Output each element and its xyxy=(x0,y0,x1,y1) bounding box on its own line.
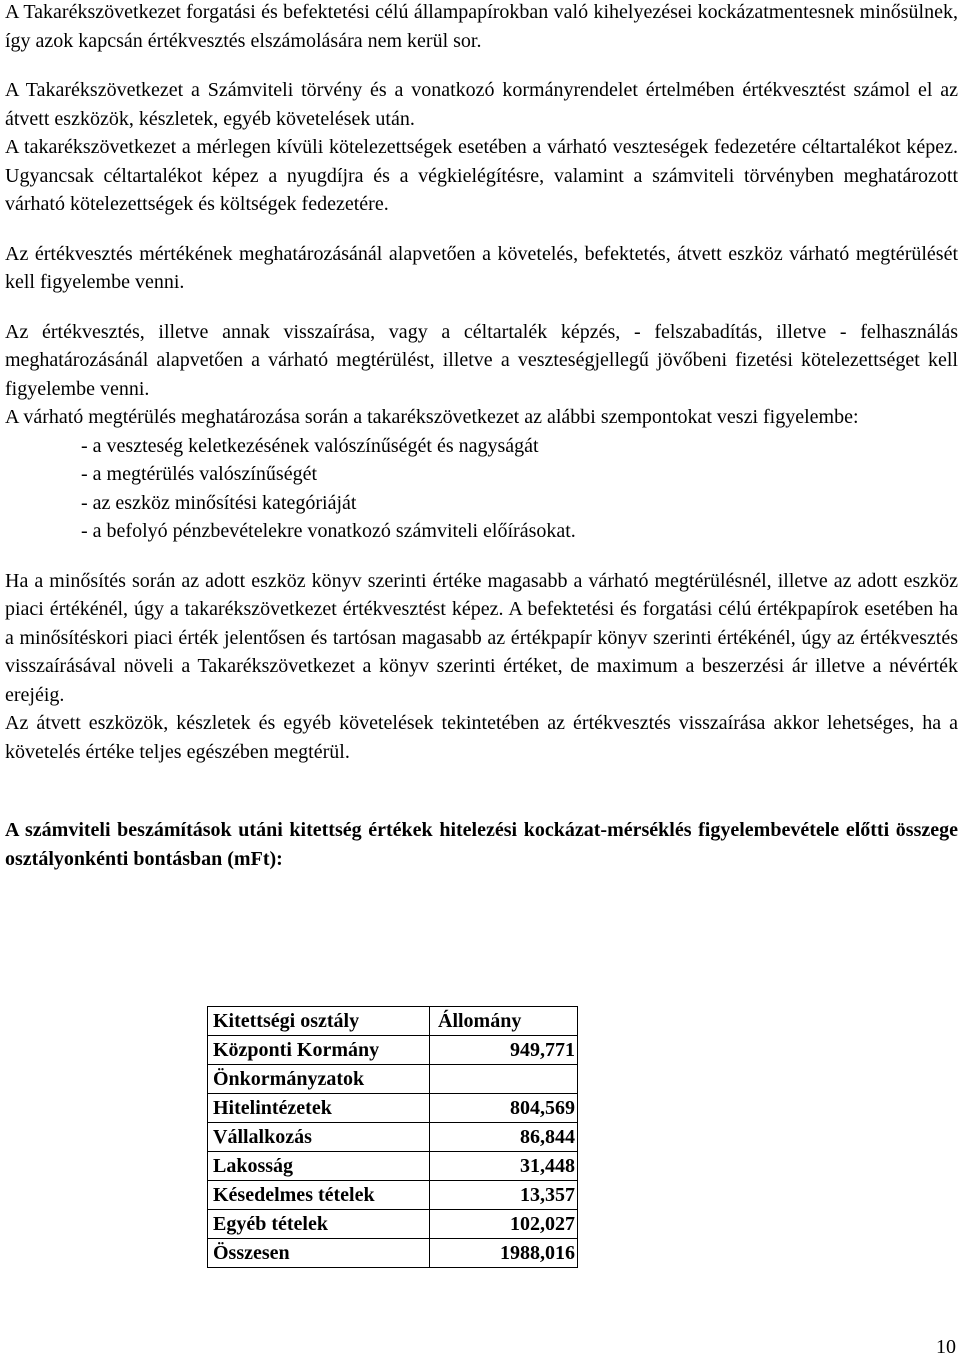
paragraph-classification: Ha a minősítés során az adott eszköz könyv szerinti értéke magasabb a várható megtérülésnél, illetve az adott eszköz piaci értékénél, úgy a takarékszövetkezet értékvesztést képez. A befektetési és forgatási célú értékpapírok esetében ha a minősítéskori piaci érték jelentősen és tartósan magasabb az értékpapír könyv szerinti értékénél, úgy az értékvesztés visszaírásával növeli a Takarékszövetkezet a könyv szerinti értéket, de maximum a beszerzési ár illetve a névérték erejéig. xyxy=(5,569,958,706)
table-row xyxy=(208,1152,578,1181)
table-row xyxy=(208,1239,578,1268)
header-cell-class: Kitettségi osztály xyxy=(208,1007,430,1036)
list-item: - a veszteség keletkezésének valószínűségét és nagyságát xyxy=(81,434,539,457)
row-value: 804,569 xyxy=(430,1094,578,1123)
row-value: 13,357 xyxy=(430,1181,578,1210)
page-number: 10 xyxy=(936,1336,956,1358)
table-row xyxy=(208,1123,578,1152)
section-heading: A számviteli beszámítások utáni kitettség értékek hitelezési kockázat-mérséklés figyelembevétele előtti összege osztályonkénti bontásban (mFt): xyxy=(5,819,958,870)
paragraph-recovery-criteria: A várható megtérülés meghatározása során a takarékszövetkezet az alábbi szempontokat veszi figyelembe: xyxy=(5,406,859,428)
row-name: Késedelmes tételek xyxy=(208,1181,430,1210)
table-row xyxy=(208,1065,578,1094)
table-header-row xyxy=(208,1007,578,1036)
row-name: Hitelintézetek xyxy=(208,1094,430,1123)
table-row xyxy=(208,1181,578,1210)
row-value: 949,771 xyxy=(430,1036,578,1065)
paragraph-state-securities: A Takarékszövetkezet forgatási és befektetési célú állampapírokban való kihelyezései kockázatmentesnek minősülnek, így azok kapcsán értékvesztés elszámolására nem kerül sor. xyxy=(5,1,958,52)
row-name: Vállalkozás xyxy=(208,1123,430,1152)
row-value: 86,844 xyxy=(430,1123,578,1152)
paragraph-impairment-basis: A Takarékszövetkezet a Számviteli törvény és a vonatkozó kormányrendelet értelmében értékvesztést számol el az átvett eszközök, készletek, egyéb követelések után. xyxy=(5,79,958,130)
row-name: Összesen xyxy=(208,1239,430,1268)
paragraph-provisions: A takarékszövetkezet a mérlegen kívüli kötelezettségek esetében a várható veszteségek fedezetére céltartalékot képez. Ugyancsak céltartalékot képez a nyugdíjra és a végkielégítésre, valamint a számviteli törvényben meghatározott várható kötelezettségek és költségek fedezetére. xyxy=(5,136,958,215)
row-name: Egyéb tételek xyxy=(208,1210,430,1239)
paragraph-reversal-condition: Az átvett eszközök, készletek és egyéb követelések tekintetében az értékvesztés visszaírása akkor lehetséges, ha a követelés értéke teljes egészében megtérül. xyxy=(5,712,958,763)
row-value: 1988,016 xyxy=(430,1239,578,1268)
table-row xyxy=(208,1210,578,1239)
row-value xyxy=(430,1065,578,1094)
row-name: Lakosság xyxy=(208,1152,430,1181)
table-row xyxy=(208,1036,578,1065)
paragraph-impairment-reversal: Az értékvesztés, illetve annak visszaírása, vagy a céltartalék képzés, - felszabadítás, illetve - felhasználás meghatározásánál alapvetően a várható megtérülést, illetve a veszteségjellegű jövőbeni fizetési kötelezettséget kell figyelembe venni. xyxy=(5,320,958,400)
header-cell-amount: Állomány xyxy=(430,1007,578,1036)
paragraph-impairment-measure: Az értékvesztés mértékének meghatározásánál alapvetően a követelés, befektetés, átvett eszköz várható megtérülését kell figyelembe venni. xyxy=(5,242,958,293)
list-item: - az eszköz minősítési kategóriáját xyxy=(81,491,357,514)
exposure-table xyxy=(207,1006,578,1268)
list-item: - a megtérülés valószínűségét xyxy=(81,463,318,485)
document-page xyxy=(5,0,958,873)
row-value: 102,027 xyxy=(430,1210,578,1239)
table-row xyxy=(208,1094,578,1123)
list-item: - a befolyó pénzbevételekre vonatkozó számviteli előírásokat. xyxy=(81,520,576,542)
criteria-list xyxy=(5,432,958,546)
row-name: Központi Kormány xyxy=(208,1036,430,1065)
row-name: Önkormányzatok xyxy=(208,1065,430,1094)
row-value: 31,448 xyxy=(430,1152,578,1181)
